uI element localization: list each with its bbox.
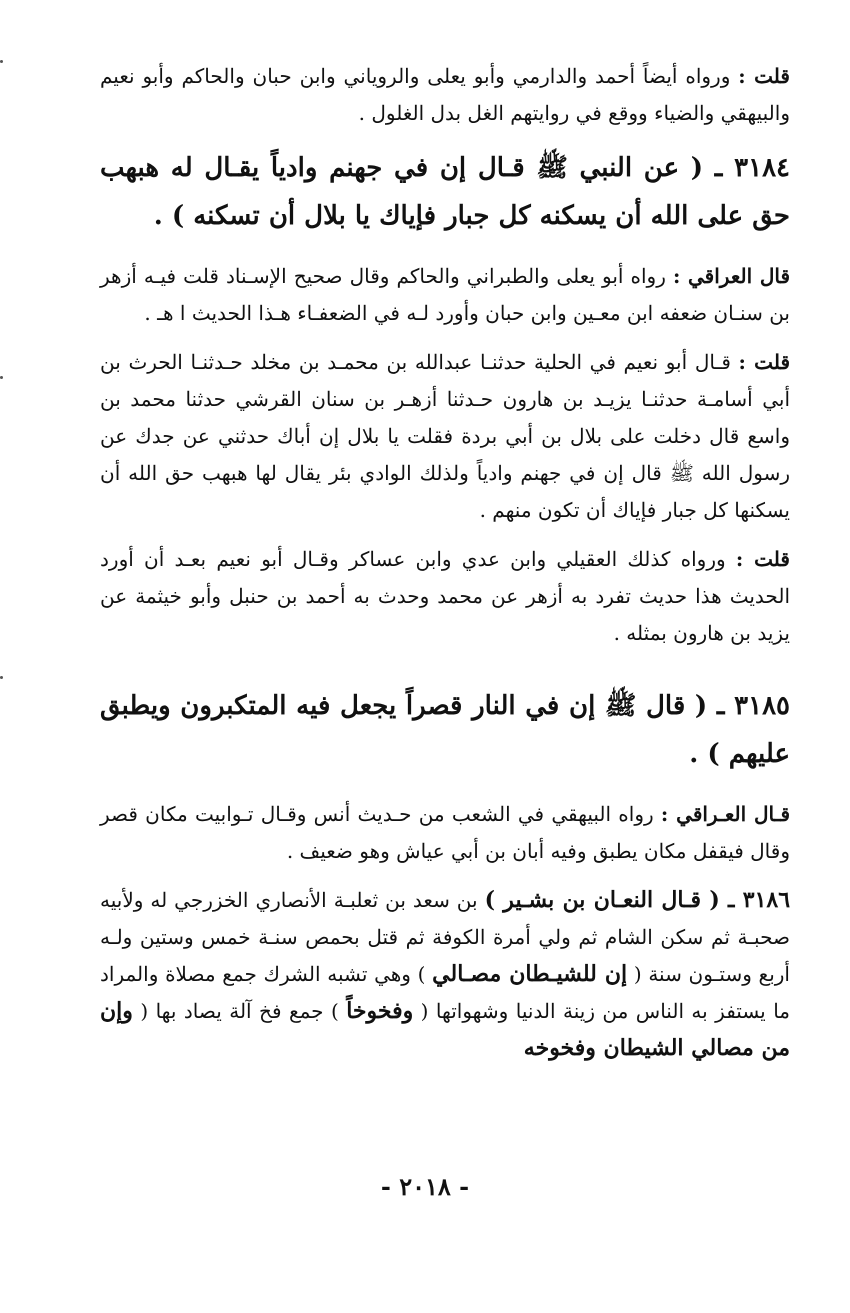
note-text: ورواه كذلك العقيلي وابن عدي وابن عساكر وقـال أبو نعيم بعـد أن أورد الحديث هذا حديث تفرد به أزهر عن محمد وحدث به أحمد بن حنبل وأبو خيثمة عن يزيد بن هارون بمثله . [100, 547, 790, 645]
note-text: ورواه أيضاً أحمد والدارمي وأبو يعلى والروياني وابن حبان والحاكم وأبو نعيم والبيهقي والضياء ووقع في روايتهم الغل بدل الغلول . [100, 64, 790, 125]
margin-mark-top [0, 60, 3, 63]
note-label: قلت : [738, 350, 791, 374]
hadith-3185: ٣١٨٥ ـ ( قال ﷺ إن في النار قصراً يجعل فيه المتكبرون ويطبق عليهم ) . [100, 691, 790, 769]
note-label: قلت : [735, 547, 790, 571]
entry-3186-text: ) وهي تشبه الشرك جمع مصلاة والمراد ما يستفز به الناس من زينة الدنيا وشهواتها ( [100, 962, 790, 1023]
page-body [100, 58, 790, 1079]
entry-3186-text: بن سعد بن ثعلبـة الأنصاري الخزرجي له ولأبيه صحبـة ثم سكن الشام ثم ولي أمرة الكوفة ثم قتل بحمص سنـة خمس وستين ولـه أربع وستـون سنة ( [100, 888, 790, 986]
margin-mark-lower [0, 676, 3, 679]
quoted-phrase: إن للشيـطان مصـالي [432, 961, 628, 987]
entry-3186-paragraph [100, 882, 790, 1067]
note-text: قـال أبو نعيم في الحلية حدثنـا عبدالله بن محمـد بن مخلد حـدثنـا الحرث بن أبي أسامـة حدثنـا يزيـد بن هارون حـدثنا أزهـر بن سنان القرشي حدثنا محمد بن واسع قال دخلت على بلال بن أبي بردة فقلت يا بلال إن أباك حدثني عن جدك عن رسول الله ﷺ قال إن في جهنم وادياً ولذلك الوادي بئر يقال لها هبهب حق الله أن يسكنها كل جبار فإياك أن تكون منهم . [100, 350, 791, 522]
page-number: - ٢٠١٨ - [380, 1172, 470, 1201]
quoted-phrase: وإن من مصالي الشيطان وفخوخه [100, 998, 790, 1061]
note-paragraph [100, 58, 790, 132]
entry-3186-text: ) جمع فخ آلة يصاد بها ( [140, 999, 339, 1023]
iraqi-commentary-paragraph [100, 796, 790, 870]
iraqi-label: قـال العـراقي : [660, 802, 791, 826]
note-label: قلت : [738, 64, 790, 88]
margin-mark-middle [0, 376, 3, 379]
iraqi-commentary-paragraph [100, 258, 790, 332]
iraqi-label: قال العراقي : [672, 264, 791, 288]
entry-3186-heading: ٣١٨٦ ـ ( قـال النعـان بن بشـير ) [484, 887, 791, 913]
iraqi-text: رواه البيهقي في الشعب من حـديث أنس وقـال تـوابيت مكان قصر وقال فيقفل مكان يطبق وفيه أبان بن أبي عياش وهو ضعيف . [100, 802, 790, 863]
uqayli-note-paragraph [100, 541, 790, 652]
iraqi-text: رواه أبو يعلى والطبراني والحاكم وقال صحيح الإسـناد قلت فيـه أزهر بن سنـان ضعفه ابن معـين وابن حبان وأورد لـه في الضعفـاء هـذا الحديث ا هـ . [100, 264, 790, 325]
hadith-3184: ٣١٨٤ ـ ( عن النبي ﷺ قـال إن في جهنم وادياً يقـال له هبهب حق على الله أن يسكنه كل جبار فإياك يا بلال أن تسكنه ) . [100, 153, 790, 231]
hilya-narration-paragraph [100, 344, 790, 529]
quoted-phrase: وفخوخاً [346, 998, 414, 1024]
